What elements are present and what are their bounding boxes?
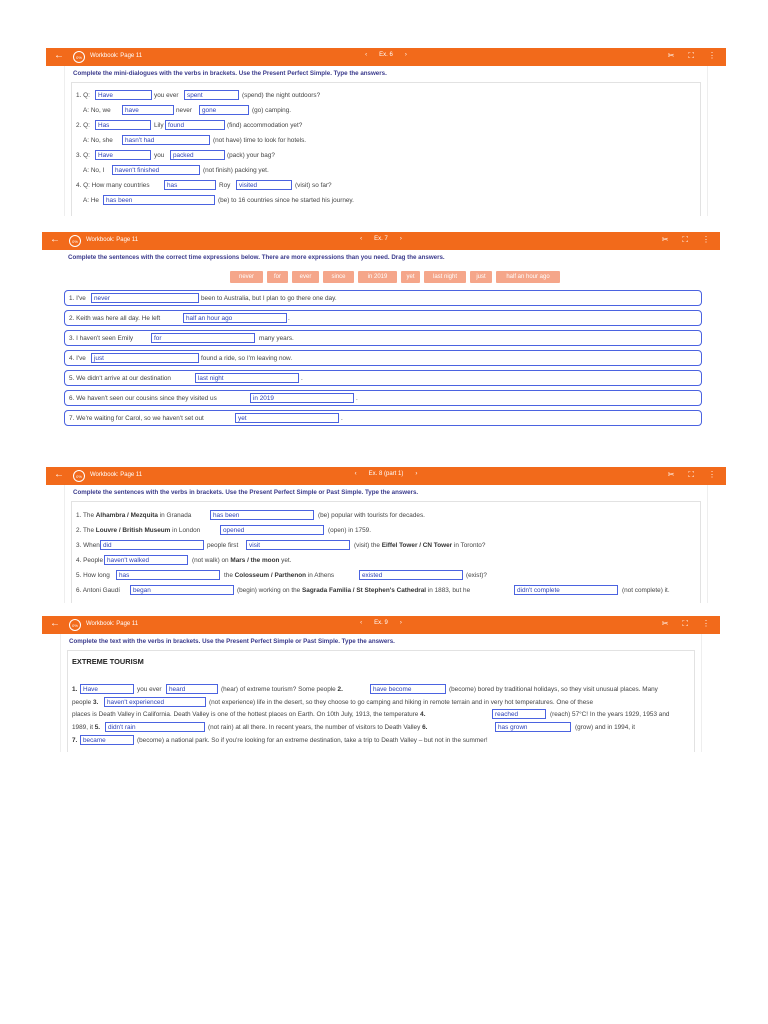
drop-slot[interactable]: half an hour ago [183,313,287,323]
text: people first [207,542,239,549]
answer-input[interactable]: has been [210,510,314,520]
text: (spend) the night outdoors? [242,92,321,99]
sentence-row [64,370,702,386]
tools-icon[interactable]: ✂ [661,235,669,244]
answer-input[interactable]: has grown [495,722,571,732]
top-bar [46,467,726,485]
sentence-row [64,390,702,406]
workbook-title: Workbook: Page 11 [86,237,139,243]
answer-input[interactable]: became [80,735,134,745]
prev-exercise-icon[interactable]: ‹ [354,471,357,477]
answer-input[interactable]: has [116,570,220,580]
answer-input[interactable]: visited [236,180,292,190]
text: 1989, it [72,724,93,731]
answer-input[interactable]: hasn't had [122,135,210,145]
text: in London [172,527,201,534]
next-exercise-icon[interactable]: › [399,620,402,626]
text: 3. Q: [76,152,90,159]
next-exercise-icon[interactable]: › [404,52,407,58]
word-chip[interactable]: since [323,271,354,283]
text: (visit) the [354,542,380,549]
text: 7. We're waiting for Carol, so we haven't set out [69,415,204,422]
word-chip[interactable]: yet [401,271,420,283]
text: 1. Q: [76,92,90,99]
exercise-7-panel [42,232,720,434]
text: 5. How long [76,572,110,579]
text: A: No, we [83,107,111,114]
exercise-label: Ex. 7 [374,236,388,242]
text: . [341,415,343,422]
text: (visit) so far? [295,182,332,189]
instruction: Complete the text with the verbs in brackets. Use the Present Perfect Simple or Past Simple. Type the answers. [69,638,395,645]
workbook-title: Workbook: Page 11 [90,53,143,59]
text: 5. We didn't arrive at our destination [69,375,171,382]
text: (reach) 57°C! In the years 1929, 1953 and [550,711,670,718]
text: (grow) and in 1994, it [575,724,636,731]
top-bar [42,616,720,634]
sentence-row [64,350,702,366]
text: (open) in 1759. [328,527,371,534]
exercise-label: Ex. 6 [379,52,393,58]
exercise-content [42,250,720,434]
text: (begin) working on the [237,587,301,594]
answer-box [71,82,701,216]
tools-icon[interactable]: ✂ [667,470,675,479]
prev-exercise-icon[interactable]: ‹ [365,52,368,58]
answer-input[interactable]: packed [170,150,225,160]
text: . [288,315,290,322]
drop-slot[interactable]: just [91,353,199,363]
exercise-label: Ex. 9 [374,620,388,626]
word-chip[interactable]: half an hour ago [496,271,560,283]
sentence-row [64,410,702,426]
text: 1. The [76,512,95,519]
text [72,711,425,718]
text: you ever [137,686,162,693]
text: in Toronto? [453,542,486,549]
sentence-row [64,330,702,346]
exercise-8-panel [46,467,726,603]
progress-circle: 0% [73,51,85,63]
text: 2. The [76,527,95,534]
fullscreen-icon[interactable]: ⛶ [682,235,688,244]
answer-input[interactable]: Have [80,684,134,694]
word-chip[interactable]: for [267,271,288,283]
fullscreen-icon[interactable]: ⛶ [688,470,694,479]
text: (not walk) on [192,557,229,564]
back-arrow-icon[interactable]: ← [54,50,64,61]
place-name: Louvre / British Museum [95,527,171,534]
fullscreen-icon[interactable]: ⛶ [688,51,694,60]
text: 6. Antoni Gaudí [76,587,121,594]
text [72,699,98,706]
text [76,512,191,519]
more-icon[interactable]: ⋮ [708,470,716,479]
text: been to Australia, but I plan to go there one day. [201,295,337,302]
answer-input[interactable]: heard [166,684,218,694]
text [354,542,485,549]
next-exercise-icon[interactable]: › [415,471,418,477]
item-number: 5. [94,724,101,731]
text: 3. I haven't seen Emily [69,335,134,342]
prev-exercise-icon[interactable]: ‹ [360,236,363,242]
more-icon[interactable]: ⋮ [702,619,710,628]
tools-icon[interactable]: ✂ [667,51,675,60]
text-heading: EXTREME TOURISM [72,657,144,666]
more-icon[interactable]: ⋮ [702,235,710,244]
item-number: 4. [420,711,426,718]
word-chip[interactable]: just [470,271,492,283]
sentence-row [64,290,702,306]
text: (be) popular with tourists for decades. [318,512,425,519]
exercise-label: Ex. 8 (part 1) [368,471,404,477]
exercise-content [64,66,708,216]
exercise-6-panel [46,48,726,216]
item-number: 3. [92,699,99,706]
back-arrow-icon[interactable]: ← [54,469,64,480]
text: (go) camping. [252,107,292,114]
answer-input[interactable]: has been [103,195,215,205]
top-bar [42,232,720,250]
instruction: Complete the sentences with the verbs in brackets. Use the Present Perfect Simple or Past Simple. Type the answers. [73,489,419,496]
sentence-row [64,310,702,326]
text: many years. [259,335,294,342]
text: 4. Q: How many countries [76,182,150,189]
text: (pack) your bag? [227,152,275,159]
text: A: He [83,197,99,204]
text: (find) accommodation yet? [227,122,303,129]
text [72,724,100,731]
word-bank [230,271,560,283]
answer-input[interactable]: gone [199,105,249,115]
text: 2. Q: [76,122,90,129]
answer-input[interactable]: haven't finished [112,165,200,175]
text: never [176,107,192,114]
place-name: Colosseum / Parthenon [234,572,307,579]
text: in 1883, but he [427,587,471,594]
workbook-title: Workbook: Page 11 [86,621,139,627]
text: 3. When [76,542,100,549]
answer-input[interactable]: didn't complete [514,585,618,595]
text [72,686,77,693]
answer-input[interactable]: found [165,120,225,130]
progress-circle: 0% [69,235,81,247]
item-number: 6. [422,724,428,731]
text: (become) a national park. So if you're looking for an extreme destination, take a trip to Death Valley – but not in the summer! [137,737,488,744]
text [192,557,291,564]
workbook-title: Workbook: Page 11 [90,472,143,478]
answer-input[interactable]: existed [359,570,463,580]
back-arrow-icon[interactable]: ← [50,618,60,629]
exercise-content [64,485,708,603]
text: A: No, I [83,167,105,174]
text [224,572,334,579]
text: Roy [219,182,231,189]
exercise-9-panel [42,616,720,752]
text: (not have) time to look for hotels. [213,137,307,144]
prev-exercise-icon[interactable]: ‹ [360,620,363,626]
answer-input[interactable]: Have [95,150,151,160]
text: yet. [281,557,292,564]
text: A: No, she [83,137,113,144]
text [76,527,200,534]
place-name: Mars / the moon [230,557,280,564]
place-name: Eiffel Tower / CN Tower [381,542,453,549]
answer-input[interactable]: has [164,180,216,190]
answer-input[interactable]: began [130,585,234,595]
text: found a ride, so I'm leaving now. [201,355,293,362]
word-chip[interactable]: ever [292,271,319,283]
text: 6. We haven't seen our cousins since they visited us [69,395,217,402]
drop-slot[interactable]: last night [195,373,299,383]
drop-slot[interactable]: for [151,333,255,343]
item-number: 1. [72,686,78,693]
text: in Granada [159,512,192,519]
answer-input[interactable]: Has [95,120,151,130]
word-chip[interactable]: never [230,271,263,283]
progress-circle: 0% [73,470,85,482]
text: Lily [154,122,164,129]
instruction: Complete the sentences with the correct time expressions below. There are more expressions than you need. Drag the answers. [68,254,445,261]
answer-input[interactable]: opened [220,525,324,535]
place-name: Alhambra / Mezquita [95,512,158,519]
item-number: 2. [337,686,343,693]
text [237,587,470,594]
text: 4. I've [69,355,86,362]
drop-slot[interactable]: yet [235,413,339,423]
text: (not finish) packing yet. [203,167,269,174]
text: . [356,395,358,402]
text: (not complete) it. [622,587,670,594]
back-arrow-icon[interactable]: ← [50,234,60,245]
answer-input[interactable]: Have [95,90,152,100]
text: you ever [154,92,179,99]
next-exercise-icon[interactable]: › [399,236,402,242]
word-chip[interactable]: last night [424,271,466,283]
fullscreen-icon[interactable]: ⛶ [682,619,688,628]
answer-input[interactable]: haven't experienced [104,697,206,707]
answer-input[interactable]: haven't walked [104,555,188,565]
answer-input[interactable]: spent [184,90,239,100]
text: 4. People [76,557,104,564]
answer-input[interactable]: have [122,105,174,115]
answer-box [71,501,701,603]
text: (be) to 16 countries since he started his journey. [218,197,354,204]
text: you [154,152,165,159]
answer-input[interactable]: have become [370,684,446,694]
answer-input[interactable]: reached [492,709,546,719]
text: (exist)? [466,572,487,579]
answer-input[interactable]: did [100,540,204,550]
text: people [72,699,92,706]
text: (become) bored by traditional holidays, so they visit unusual places. Many [449,686,658,693]
answer-input[interactable]: didn't rain [105,722,205,732]
item-number: 7. [72,737,78,744]
text: places is Death Valley in California. Death Valley is one of the hottest places on Earth. On 10th July, 1913, the temperature [72,711,419,718]
more-icon[interactable]: ⋮ [708,51,716,60]
answer-box [67,650,695,752]
progress-circle: 0% [69,619,81,631]
text [72,737,77,744]
drop-slot[interactable]: never [91,293,199,303]
text: the [224,572,233,579]
text: 1. I've [69,295,86,302]
word-chip[interactable]: in 2019 [358,271,397,283]
top-bar [46,48,726,66]
text: in Athens [307,572,335,579]
drop-slot[interactable]: in 2019 [250,393,354,403]
text: . [301,375,303,382]
text [221,686,343,693]
place-name: Sagrada Familia / St Stephen's Cathedral [302,587,427,594]
answer-input[interactable]: visit [246,540,350,550]
exercise-content [60,634,702,752]
text: (not experience) life in the desert, so they choose to go camping and hiking in remote terrain and in very hot temperatures. One of these [209,699,594,706]
text: (not rain) at all there. In recent years, the number of visitors to Death Valley [208,724,421,731]
tools-icon[interactable]: ✂ [661,619,669,628]
instruction: Complete the mini-dialogues with the verbs in brackets. Use the Present Perfect Simple. Type the answers. [73,70,387,77]
text: 2. Keith was here all day. He left [69,315,161,322]
text: (hear) of extreme tourism? Some people [221,686,336,693]
text [208,724,427,731]
